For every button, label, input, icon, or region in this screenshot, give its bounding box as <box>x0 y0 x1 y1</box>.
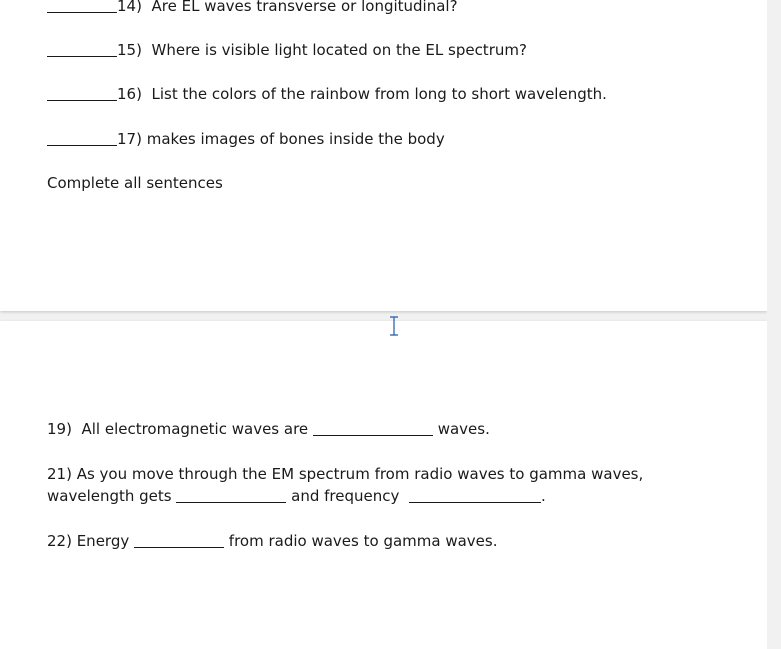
document-page-1[interactable] <box>0 0 767 311</box>
answer-blank-21b <box>409 488 541 503</box>
question-21-line-2: wavelength gets and frequency . <box>47 487 546 505</box>
question-21-line-1: 21) As you move through the EM spectrum from radio waves to gamma waves, <box>47 465 644 483</box>
answer-blank-17 <box>47 131 117 146</box>
question-22: 22) Energy from radio waves to gamma waves. <box>47 532 498 550</box>
answer-blank-14 <box>47 0 117 13</box>
question-17: 17) makes images of bones inside the body <box>47 130 445 148</box>
answer-blank-15 <box>47 42 117 57</box>
answer-blank-19 <box>313 421 433 436</box>
answer-blank-16 <box>47 86 117 101</box>
question-14: 14) Are EL waves transverse or longitudinal? <box>47 0 458 15</box>
question-16: 16) List the colors of the rainbow from long to short wavelength. <box>47 85 607 103</box>
document-page-2[interactable] <box>0 321 767 649</box>
answer-blank-21a <box>176 488 286 503</box>
scroll-gutter <box>767 0 781 649</box>
section-heading: Complete all sentences <box>47 174 223 192</box>
question-19: 19) All electromagnetic waves are waves. <box>47 420 490 438</box>
text-cursor-icon <box>388 316 400 336</box>
answer-blank-22 <box>134 533 224 548</box>
question-15: 15) Where is visible light located on the EL spectrum? <box>47 41 527 59</box>
